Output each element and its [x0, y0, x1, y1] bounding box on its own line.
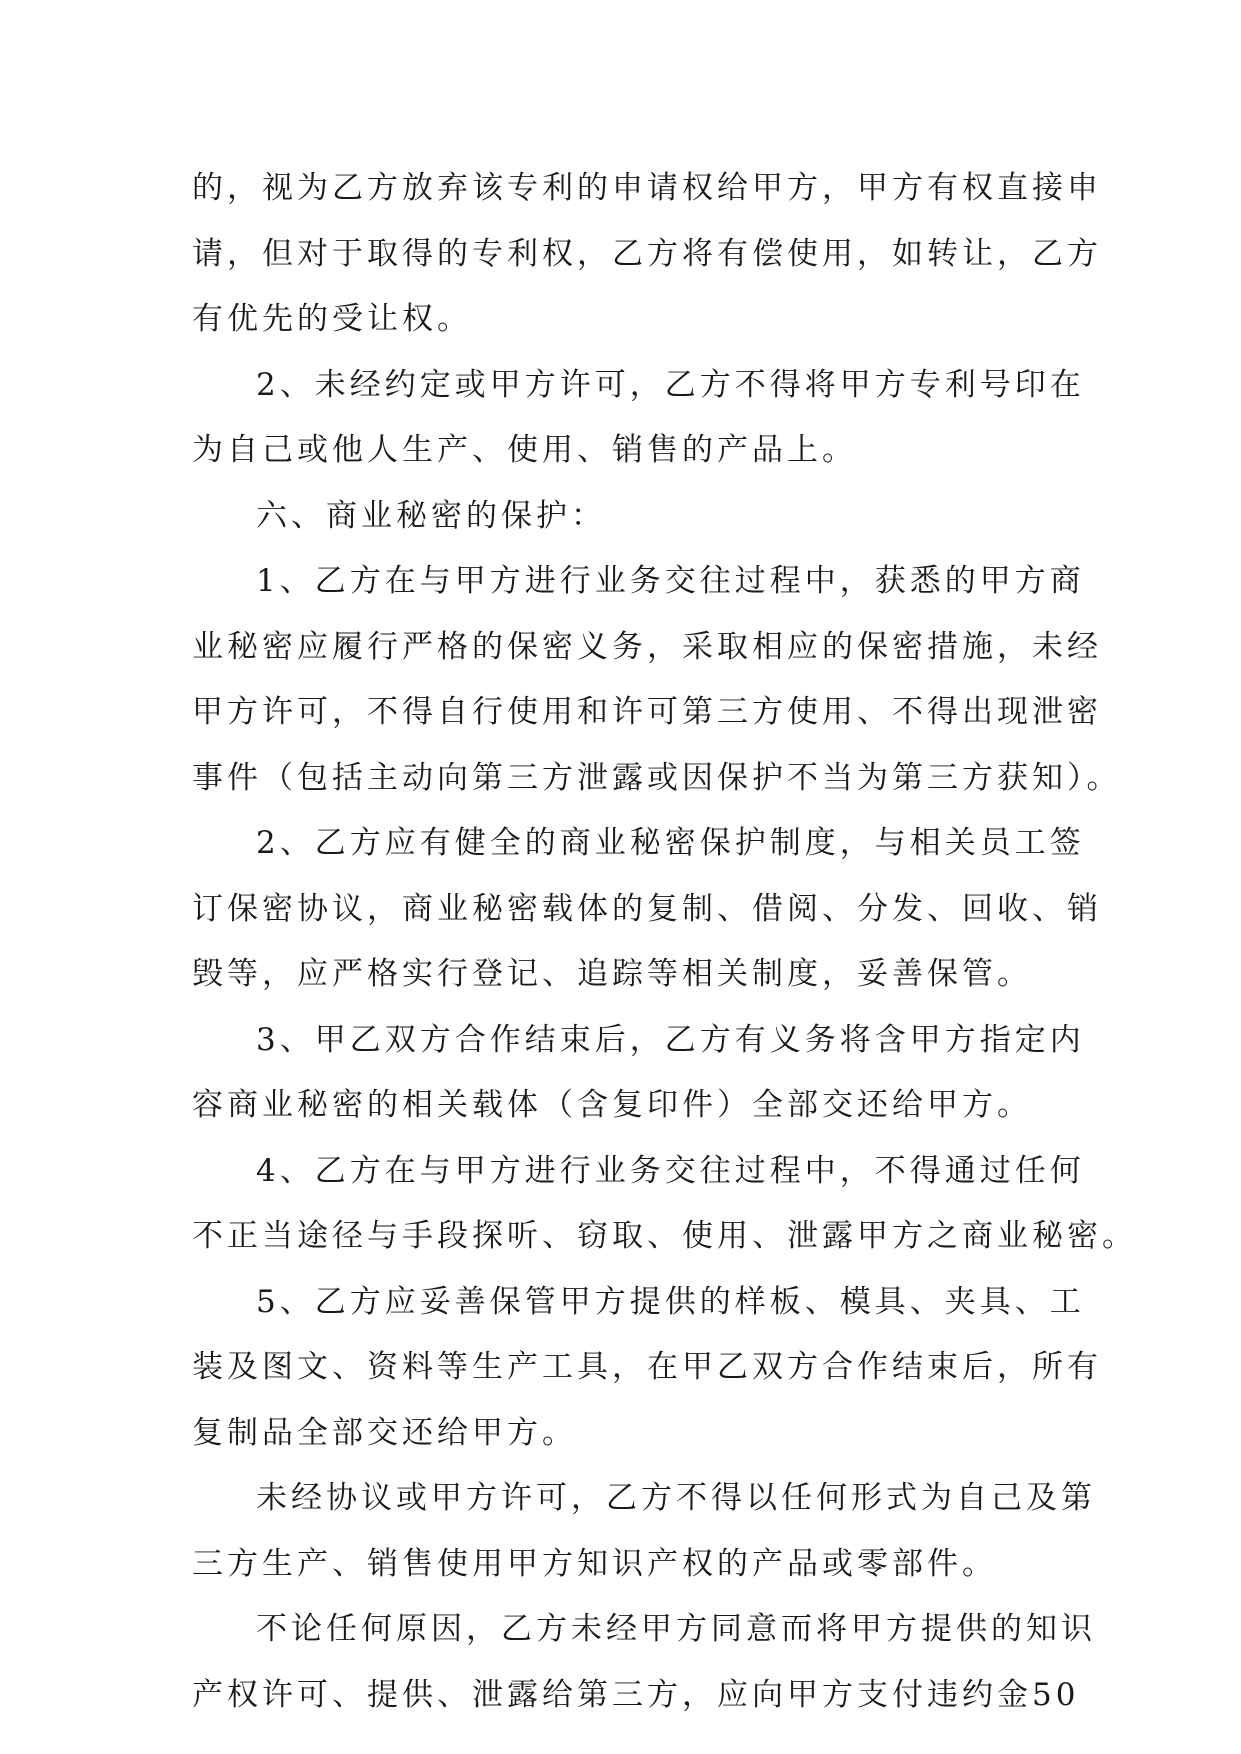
- text-line: 不论任何原因，乙方未经甲方同意而将甲方提供的知识: [256, 1611, 1096, 1647]
- text-line: 请，但对于取得的专利权，乙方将有偿使用，如转让，乙方: [192, 235, 1102, 272]
- text-line: 2、乙方应有健全的商业秘密保护制度，与相关员工签: [256, 825, 1085, 861]
- text-line: 事件（包括主动向第三方泄露或因保护不当为第三方获知）。: [192, 759, 1122, 796]
- text-line: 订保密协议，商业秘密载体的复制、借阅、分发、回收、销: [192, 890, 1102, 927]
- text-line: 4、乙方在与甲方进行业务交往过程中，不得通过任何: [256, 1152, 1085, 1189]
- section-heading: 六、商业秘密的保护：: [256, 497, 606, 534]
- text-line: 毁等，应严格实行登记、追踪等相关制度，妥善保管。: [192, 956, 1032, 992]
- text-line: 容商业秘密的相关载体（含复印件）全部交还给甲方。: [192, 1087, 1032, 1123]
- text-line: 甲方许可，不得自行使用和许可第三方使用、不得出现泄密: [192, 694, 1102, 730]
- text-line: 1、乙方在与甲方进行业务交往过程中，获悉的甲方商: [256, 563, 1085, 599]
- text-line: 不正当途径与手段探听、窃取、使用、泄露甲方之商业秘密。: [192, 1218, 1137, 1254]
- text-line: 的，视为乙方放弃该专利的申请权给甲方，甲方有权直接申: [192, 170, 1102, 206]
- text-line: 3、甲乙双方合作结束后，乙方有义务将含甲方指定内: [256, 1021, 1085, 1058]
- text-line: 为自己或他人生产、使用、销售的产品上。: [192, 432, 857, 468]
- text-line: 未经协议或甲方许可，乙方不得以任何形式为自己及第: [256, 1480, 1096, 1516]
- text-line: 有优先的受让权。: [192, 301, 472, 337]
- text-line: 2、未经约定或甲方许可，乙方不得将甲方专利号印在: [256, 366, 1085, 403]
- text-line: 复制品全部交还给甲方。: [192, 1414, 577, 1451]
- text-line: 业秘密应履行严格的保密义务，采取相应的保密措施，未经: [192, 628, 1102, 665]
- text-line: 三方生产、销售使用甲方知识产权的产品或零部件。: [192, 1545, 997, 1582]
- text-line: 5、乙方应妥善保管甲方提供的样板、模具、夹具、工: [256, 1283, 1085, 1320]
- text-line: 产权许可、提供、泄露给第三方，应向甲方支付违约金50: [192, 1676, 1080, 1713]
- text-line: 装及图文、资料等生产工具，在甲乙双方合作结束后，所有: [192, 1349, 1102, 1385]
- document-body: [192, 156, 1137, 1728]
